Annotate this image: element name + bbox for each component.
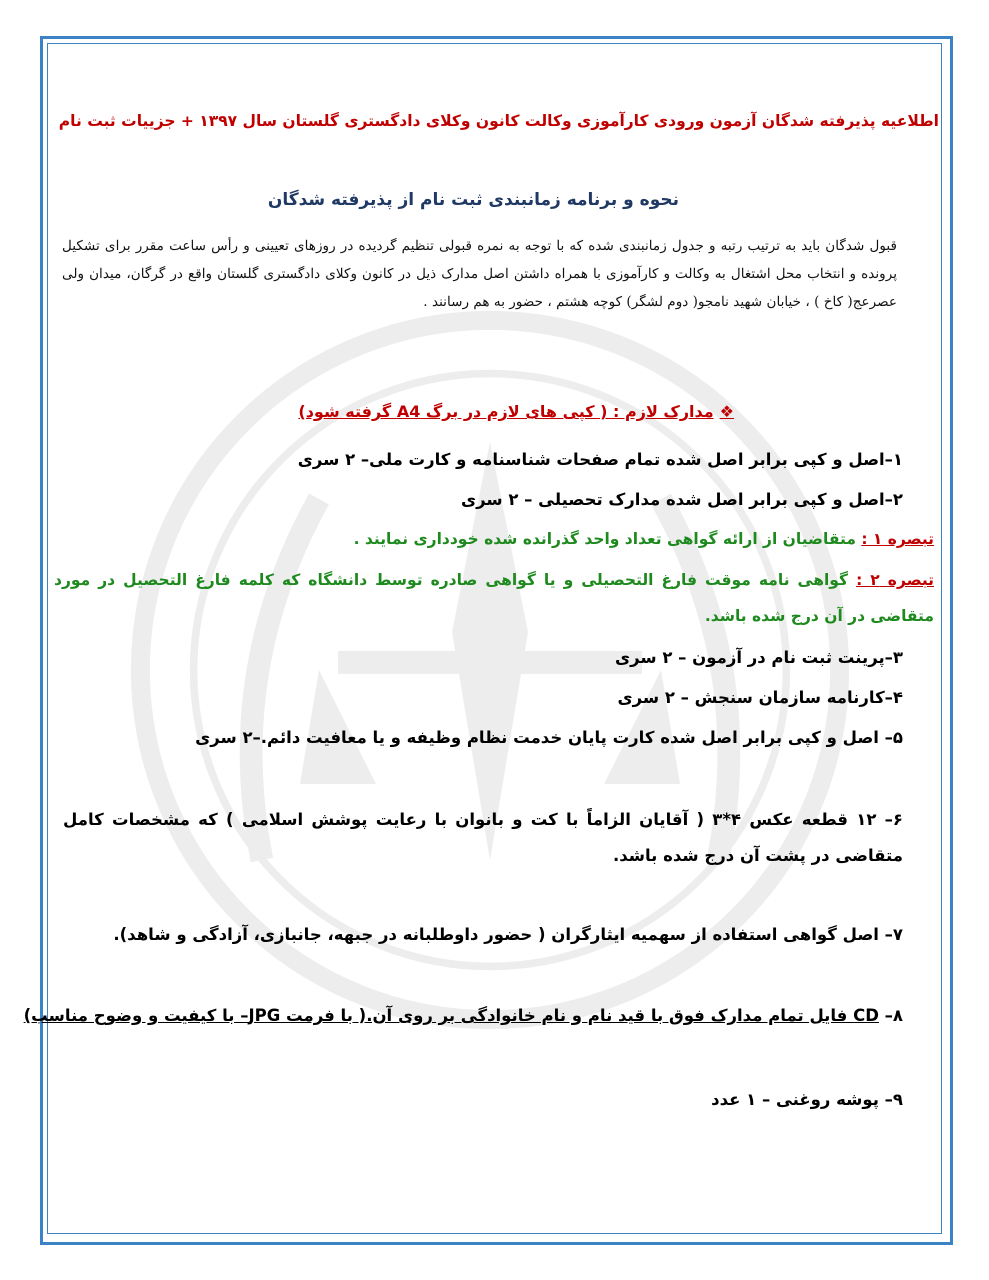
note-2-text: گواهی نامه موقت فارغ التحصیلی و یا گواهی صادره توسط دانشگاه که کلمه فارغ التحصیل در مورد متقاضی در آن درج شده باشد. [54, 571, 934, 625]
doc-item-9: ۹– پوشه روغنی – ۱ عدد [711, 1090, 903, 1109]
page-title: اطلاعیه پذیرفته شدگان آزمون ورودی کارآموزی وکالت کانون وکلای دادگستری گلستان سال ۱۳۹۷ + جزییات ثبت نام [58, 112, 939, 130]
note-1-text: متقاضیان از ارائه گواهی تعداد واحد گذرانده شده خودداری نمایند . [353, 530, 862, 548]
doc-item-3: ۳–پرینت ثبت نام در آزمون – ۲ سری [615, 648, 903, 667]
section-subtitle: نحوه و برنامه زمانبندی ثبت نام از پذیرفته شدگان [267, 190, 679, 210]
diamond-bullet-icon: ❖ [719, 402, 734, 421]
doc-item-2: ۲–اصل و کپی برابر اصل شده مدارک تحصیلی – ۲ سری [460, 490, 903, 509]
doc-item-5: ۵– اصل و کپی برابر اصل شده کارت پایان خدمت نظام وظیفه و یا معافیت دائم.–۲ سری [195, 728, 903, 747]
doc-item-1: ۱–اصل و کپی برابر اصل شده تمام صفحات شناسنامه و کارت ملی– ۲ سری [297, 450, 903, 469]
required-documents-heading-text: مدارک لازم : ( کپی های لازم در برگ A4 گرفته شود) [298, 402, 714, 421]
doc-item-8-text: CD فایل تمام مدارک فوق با قید نام و نام خانوادگی بر روی آن.( با فرمت JPG– با کیفیت و وضوح مناسب) [23, 1006, 879, 1025]
note-2-label: تبصره ۲ : [856, 571, 935, 589]
note-1-label: تبصره ۱ : [861, 530, 934, 548]
intro-paragraph: قبول شدگان باید به ترتیب رتبه و جدول زمانبندی شده که با توجه به نمره قبولی تنظیم گردیده در روزهای تعیینی و رأس ساعت مقرر برای تشکیل پرونده و انتخاب محل اشتغال به وکالت و کارآموزی با همراه داشتن اصل مدارک ذیل در کانون وکلای دادگستری گلستان واقع در گرگان، میدان ولی عصرعج( کاخ ) ، خیابان شهید نامجو( دوم لشگر) کوچه هشتم ، حضور به هم رسانند . [62, 238, 897, 310]
doc-item-8-number: ۸– [878, 1006, 903, 1025]
doc-item-4: ۴–کارنامه سازمان سنجش – ۲ سری [617, 688, 903, 707]
note-2 [54, 562, 934, 634]
required-documents-heading [298, 402, 734, 421]
doc-item-8 [24, 1006, 903, 1025]
doc-item-7: ۷– اصل گواهی استفاده از سهمیه ایثارگران ( حضور داوطلبانه در جبهه، جانبازی، آزادگی و شاهد). [113, 925, 903, 944]
doc-item-6: ۶– ۱۲ قطعه عکس ۴*۳ ( آقایان الزاماً با کت و بانوان با رعایت پوشش اسلامی ) که مشخصات کامل متقاضی در پشت آن درج شده باشد. [63, 810, 903, 865]
note-1 [354, 530, 934, 548]
